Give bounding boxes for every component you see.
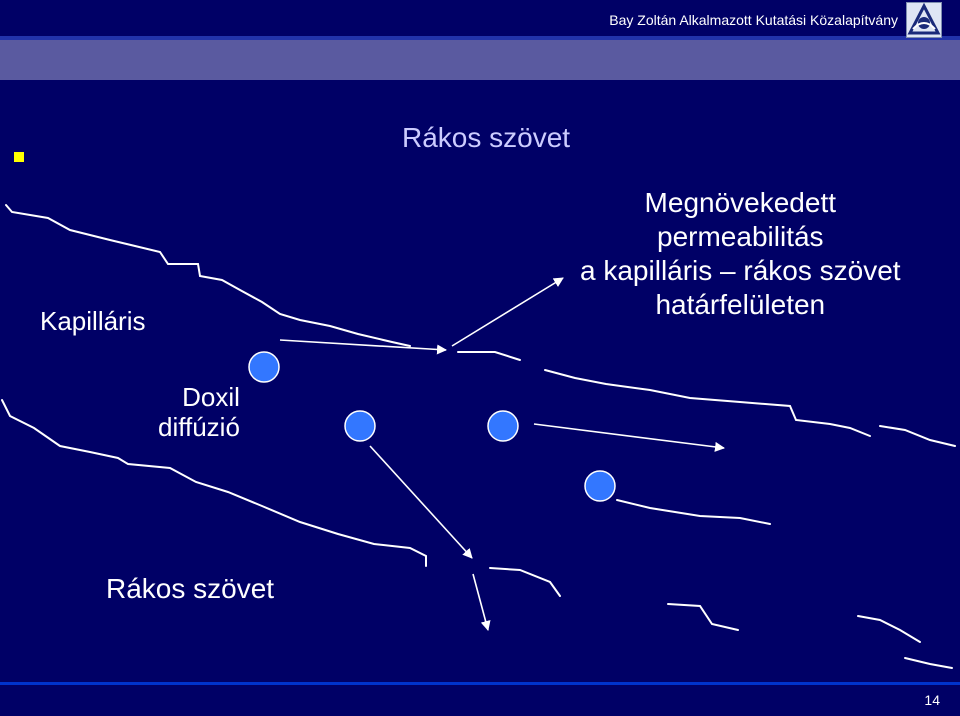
doxil-particle [585,471,615,501]
callout-line: permeabilitás [657,221,824,252]
capillary-wall-lower-b [490,568,560,596]
doxil-label-line: diffúzió [158,412,240,442]
arrow-extravasation-1 [370,446,472,558]
callout-line: a kapilláris – rákos szövet [580,255,901,286]
capillary-label: Kapilláris [40,306,146,336]
callout-line: határfelületen [655,289,826,320]
permeability-callout [580,186,901,322]
capillary-wall-lower-f [905,658,952,668]
doxil-label-line: Doxil [182,382,240,412]
doxil-diffusion-label [158,382,240,442]
page-number: 14 [924,692,940,708]
capillary-wall-lower-d [617,500,770,524]
arrow-extravasation-2 [473,574,488,630]
capillary-wall-upper-b [458,352,520,360]
institute-name: Bay Zoltán Alkalmazott Kutatási Közalapítvány [609,12,898,28]
footer-line [0,682,960,685]
capillary-wall-upper-c [545,370,870,436]
tumor-tissue-label: Rákos szövet [106,573,275,604]
capillary-wall-lower-e [858,616,920,642]
capillary-wall-lower-c [668,604,738,630]
doxil-particle [345,411,375,441]
arrow-to-callout [452,278,563,346]
callout-line: Megnövekedett [644,187,837,218]
doxil-particle [249,352,279,382]
arrow-particle-lateral [534,424,724,448]
arrow-particle-forward [280,340,446,350]
capillary-wall-upper-d [880,426,955,446]
doxil-particle [488,411,518,441]
slide-title: Rákos szövet [402,122,571,153]
